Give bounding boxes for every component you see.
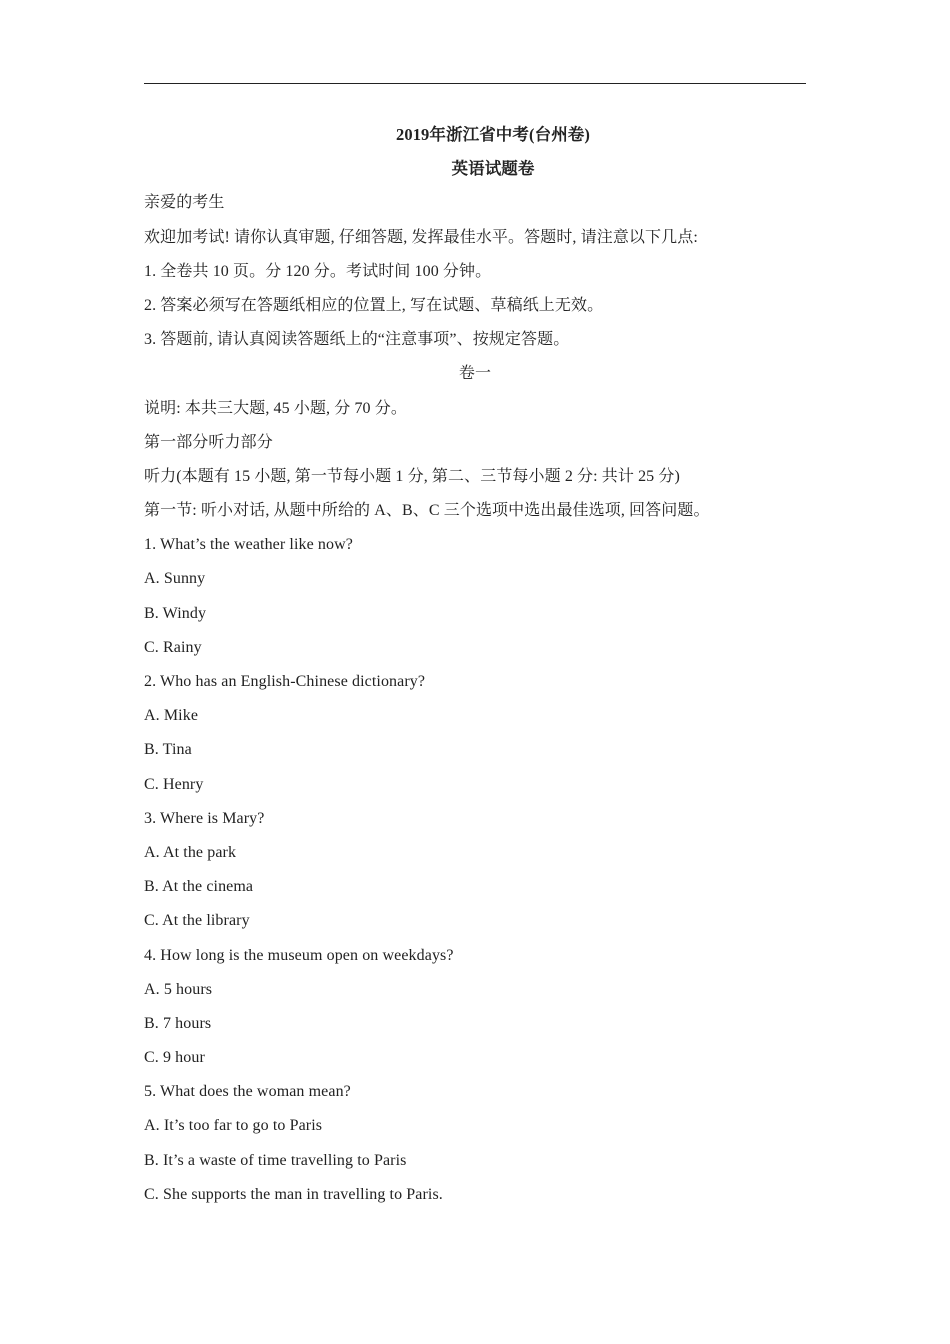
listening-header: 听力(本题有 15 小题, 第一节每小题 1 分, 第二、三节每小题 2 分: 共计 25 分) [144,467,680,485]
question-block [144,528,806,665]
greeting: 亲爱的考生 [144,194,225,212]
volume-note: 说明: 本共三大题, 45 小题, 分 70 分。 [144,399,407,417]
answer-option: B. At the cinema [144,878,254,896]
answer-option: A. At the park [144,843,237,861]
note-item: 1. 全卷共 10 页。分 120 分。考试时间 100 分钟。 [144,262,492,280]
answer-option: C. At the library [144,912,250,930]
question-block [144,939,806,1076]
answer-option: A. Sunny [144,570,206,588]
question-block [144,665,806,802]
note-item: 2. 答案必须写在答题纸相应的位置上, 写在试题、草稿纸上无效。 [144,296,604,314]
welcome-text: 欢迎加考试! 请你认真审题, 仔细答题, 发挥最佳水平。答题时, 请注意以下几点: [144,228,698,246]
question-text: 2. Who has an English-Chinese dictionary? [144,673,426,690]
question-block [144,1075,806,1212]
answer-option: B. Windy [144,604,207,622]
answer-option: B. It’s a waste of time travelling to Paris [144,1151,407,1169]
document-page [144,0,806,1344]
exam-title: 2019年浙江省中考(台州卷) [396,125,590,144]
volume-heading: 卷一 [458,365,492,383]
question-text: 1. What’s the weather like now? [144,536,353,554]
answer-option: B. 7 hours [144,1014,212,1032]
question-block [144,802,806,939]
question-text: 3. Where is Mary? [144,809,265,827]
answer-option: A. It’s too far to go to Paris [144,1117,323,1135]
header-rule [144,83,806,84]
answer-option: C. Henry [144,775,204,793]
exam-subtitle: 英语试题卷 [451,159,535,179]
document-content [144,118,806,1212]
answer-option: C. Rainy [144,638,202,656]
question-text: 5. What does the woman mean? [144,1083,351,1101]
section-instruction: 第一节: 听小对话, 从题中所给的 A、B、C 三个选项中选出最佳选项, 回答问题。 [144,502,710,520]
answer-option: C. 9 hour [144,1049,205,1067]
note-item: 3. 答题前, 请认真阅读答题纸上的“注意事项”、按规定答题。 [144,331,570,349]
question-text: 4. How long is the museum open on weekdays? [144,946,454,964]
answer-option: C. She supports the man in travelling to Paris. [144,1185,443,1203]
answer-option: A. 5 hours [144,980,213,998]
answer-option: B. Tina [144,741,192,759]
part-title: 第一部分听力部分 [144,433,273,451]
answer-option: A. Mike [144,707,199,725]
